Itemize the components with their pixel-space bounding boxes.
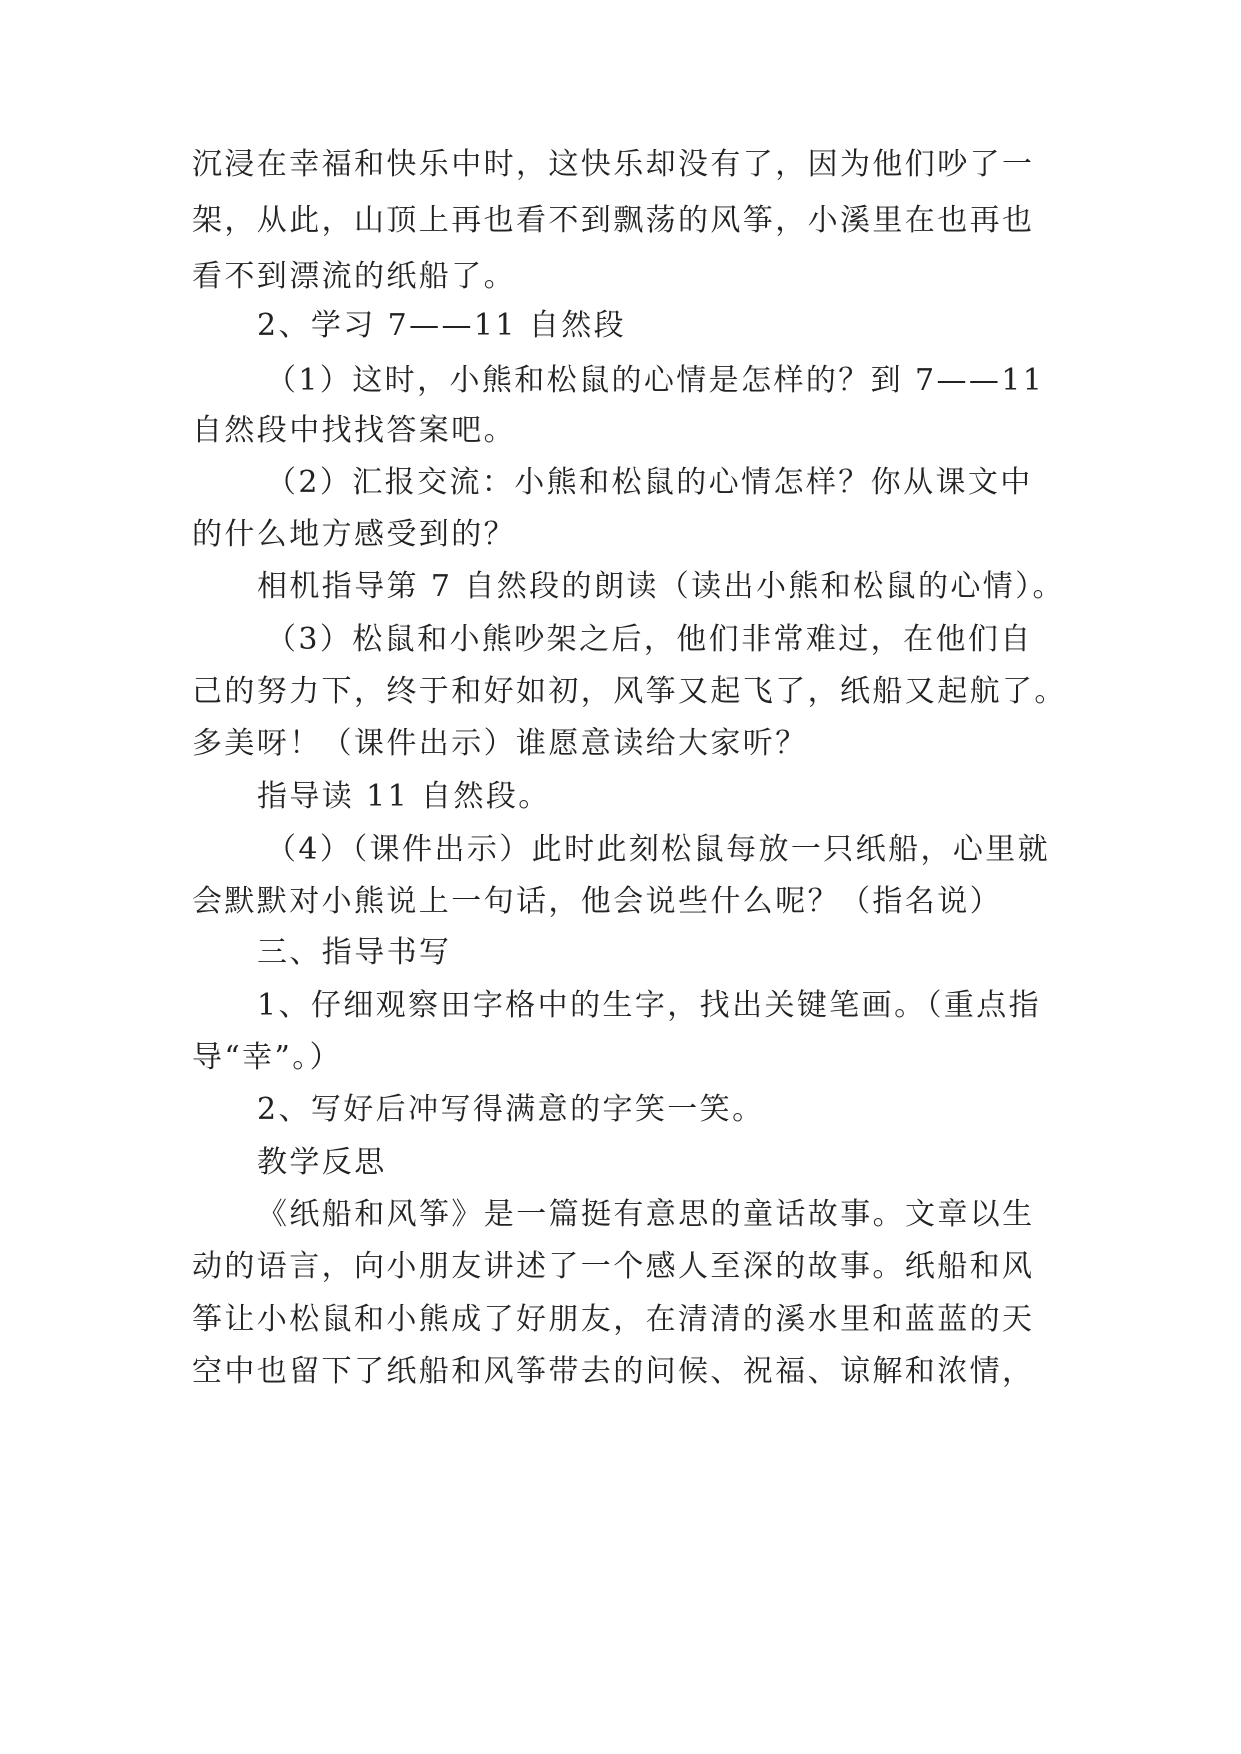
paragraph-line: 《纸船和风筝》是一篇挺有意思的童话故事。文章以生	[257, 1197, 1035, 1232]
paragraph-line: （3）松鼠和小熊吵架之后，他们非常难过，在他们自	[266, 622, 1033, 657]
paragraph-line: 2、写好后冲写得满意的字笑一笑。	[257, 1092, 765, 1127]
paragraph-line: 筝让小松鼠和小熊成了好朋友，在清清的溪水里和蓝蓝的天	[192, 1302, 1035, 1337]
paragraph-line: 动的语言，向小朋友讲述了一个感人至深的故事。纸船和风	[192, 1249, 1035, 1284]
paragraph-line: 指导读 11 自然段。	[257, 779, 551, 814]
paragraph-line: 己的努力下，终于和好如初，风筝又起飞了，纸船又起航了。	[192, 674, 1067, 709]
paragraph-line: 架，从此，山顶上再也看不到飘荡的风筝，小溪里在也再也	[192, 203, 1035, 238]
paragraph-line: （4）（课件出示）此时此刻松鼠每放一只纸船，心里就	[266, 832, 1051, 867]
paragraph-line: 看不到漂流的纸船了。	[192, 259, 516, 294]
paragraph-line: 相机指导第 7 自然段的朗读（读出小熊和松鼠的心情）。	[257, 569, 1065, 604]
paragraph-line: 空中也留下了纸船和风筝带去的问候、祝福、谅解和浓情，	[192, 1354, 1035, 1389]
paragraph-line: 自然段中找找答案吧。	[192, 413, 516, 448]
paragraph-line: 导“幸”。）	[192, 1040, 343, 1075]
paragraph-line: 多美呀！（课件出示）谁愿意读给大家听？	[192, 726, 808, 761]
section-heading: 三、指导书写	[257, 935, 452, 970]
paragraph-line: 会默默对小熊说上一句话，他会说些什么呢？（指名说）	[192, 884, 1002, 919]
paragraph-line: （1）这时，小熊和松鼠的心情是怎样的？到 7——11	[266, 363, 1045, 398]
section-heading: 教学反思	[257, 1145, 387, 1180]
paragraph-line: 1、仔细观察田字格中的生字，找出关键笔画。（重点指	[257, 988, 1042, 1023]
section-heading: 2、学习 7——11 自然段	[257, 308, 627, 343]
paragraph-line: 的什么地方感受到的？	[192, 517, 516, 552]
paragraph-line: 沉浸在幸福和快乐中时，这快乐却没有了，因为他们吵了一	[192, 147, 1035, 182]
paragraph-line: （2）汇报交流：小熊和松鼠的心情怎样？你从课文中	[266, 465, 1033, 500]
